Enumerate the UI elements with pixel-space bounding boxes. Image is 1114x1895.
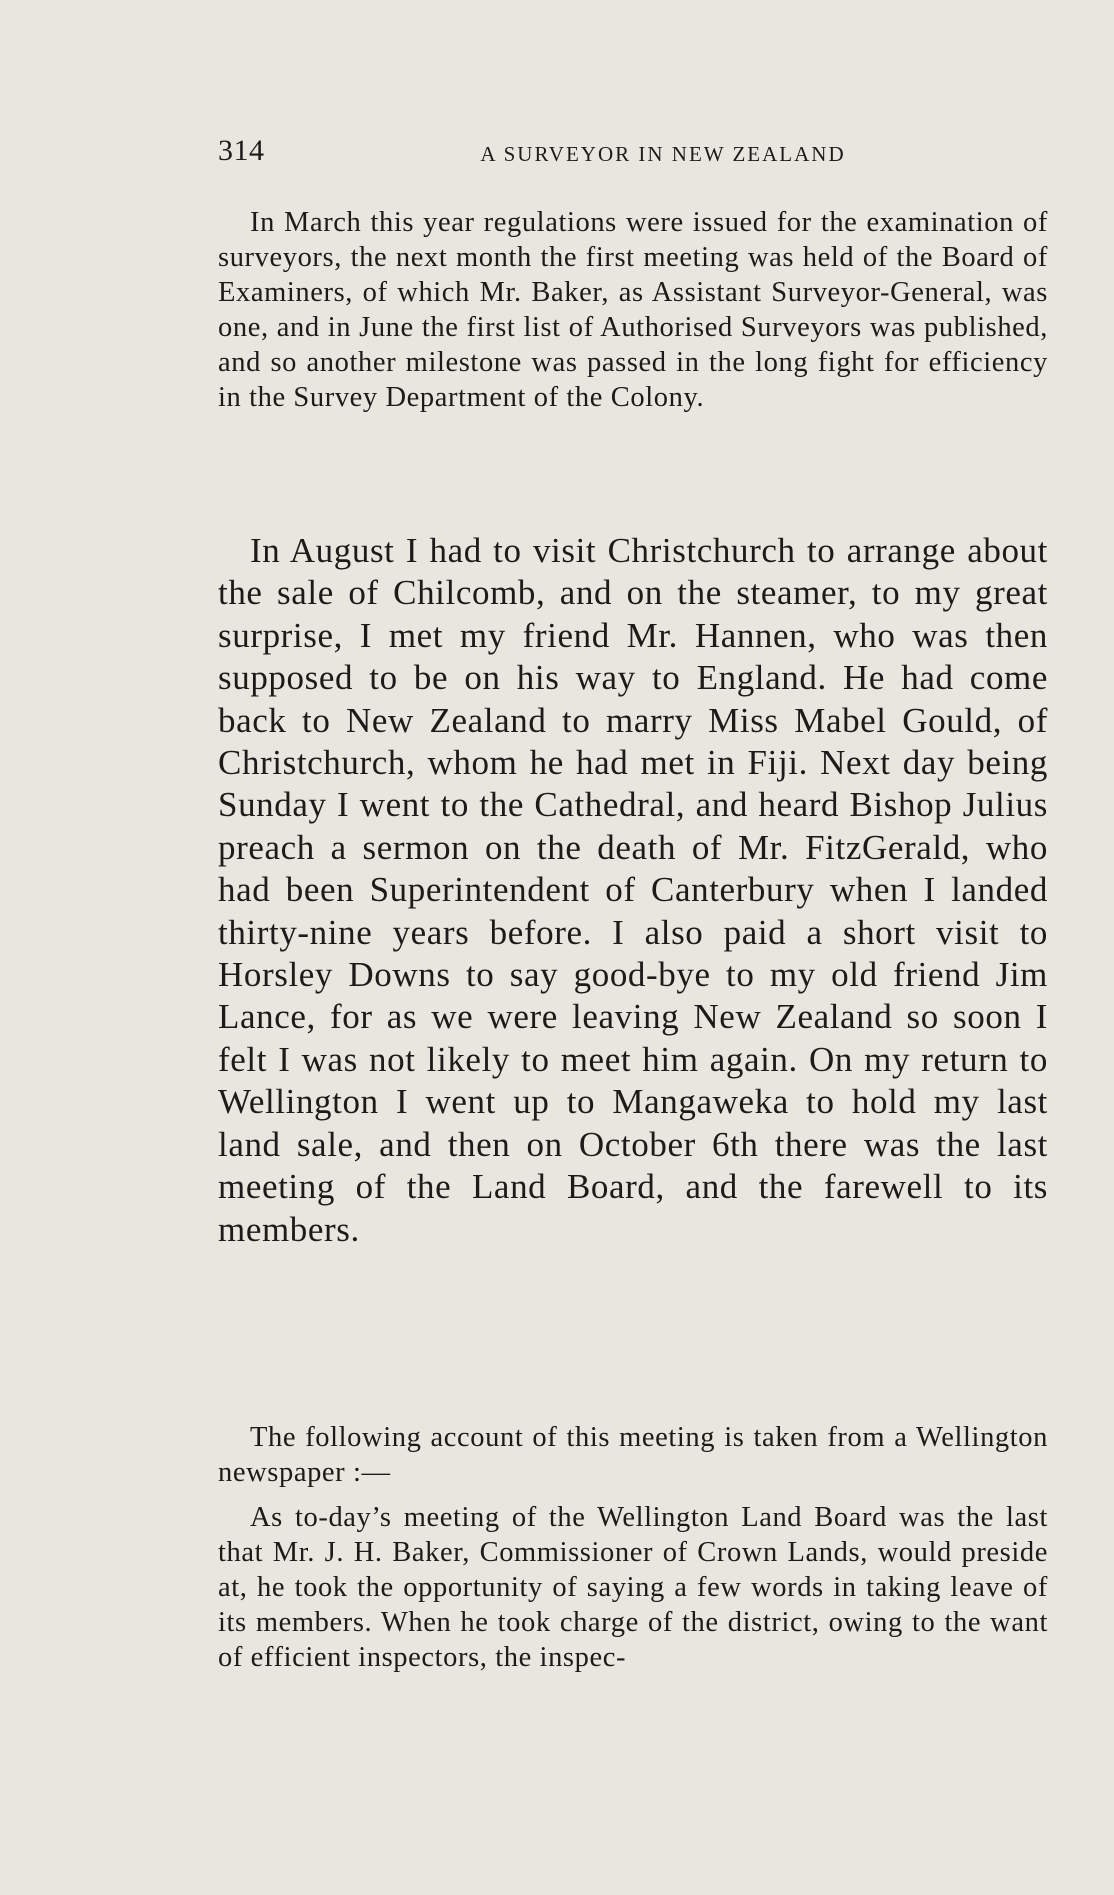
paragraph-newspaper-quote: As to-day’s meeting of the Wellington Land Board was the last that Mr. J. H. Baker, Commissioner of Crown Lands, would preside at, he took the opportunity of saying a few words in taking leave of its members. When he took charge of the district, owing to the want of efficient inspectors, the inspec- [218, 1502, 1048, 1673]
paragraph-christchurch-visit: In August I had to visit Christchurch to arrange about the sale of Chilcomb, and on the steamer, to my great surprise, I met my friend Mr. Hannen, who was then supposed to be on his way to England. He had come back to New Zealand to marry Miss Mabel Gould, of Christchurch, whom he had met in Fiji. Next day being Sunday I went to the Cathedral, and heard Bishop Julius preach a sermon on the death of Mr. FitzGerald, who had been Superintendent of Canterbury when I landed thirty-nine years before. I also paid a short visit to Horsley Downs to say good-bye to my old friend Jim Lance, for as we were leaving New Zealand so soon I felt I was not likely to meet him again. On my return to Wellington I went up to Mangaweka to hold my last land sale, and then on October 6th there was the last meeting of the Land Board, and the farewell to its members. [218, 531, 1048, 1249]
paragraph-examination-regulations: In March this year regulations were issued for the examination of surveyors, the next month the first meeting was held of the Board of Examiners, of which Mr. Baker, as Assistant Surveyor-General, was one, and in June the first list of Authorised Surveyors was published, and so another milestone was passed in the long fight for efficiency in the Survey Department of the Colony. [218, 207, 1048, 413]
page-number: 314 [218, 134, 265, 167]
running-head: A SURVEYOR IN NEW ZEALAND [480, 142, 846, 166]
paragraph-newspaper-intro: The following account of this meeting is taken from a Wellington newspaper :— [218, 1422, 1048, 1488]
page-header [218, 134, 1048, 174]
